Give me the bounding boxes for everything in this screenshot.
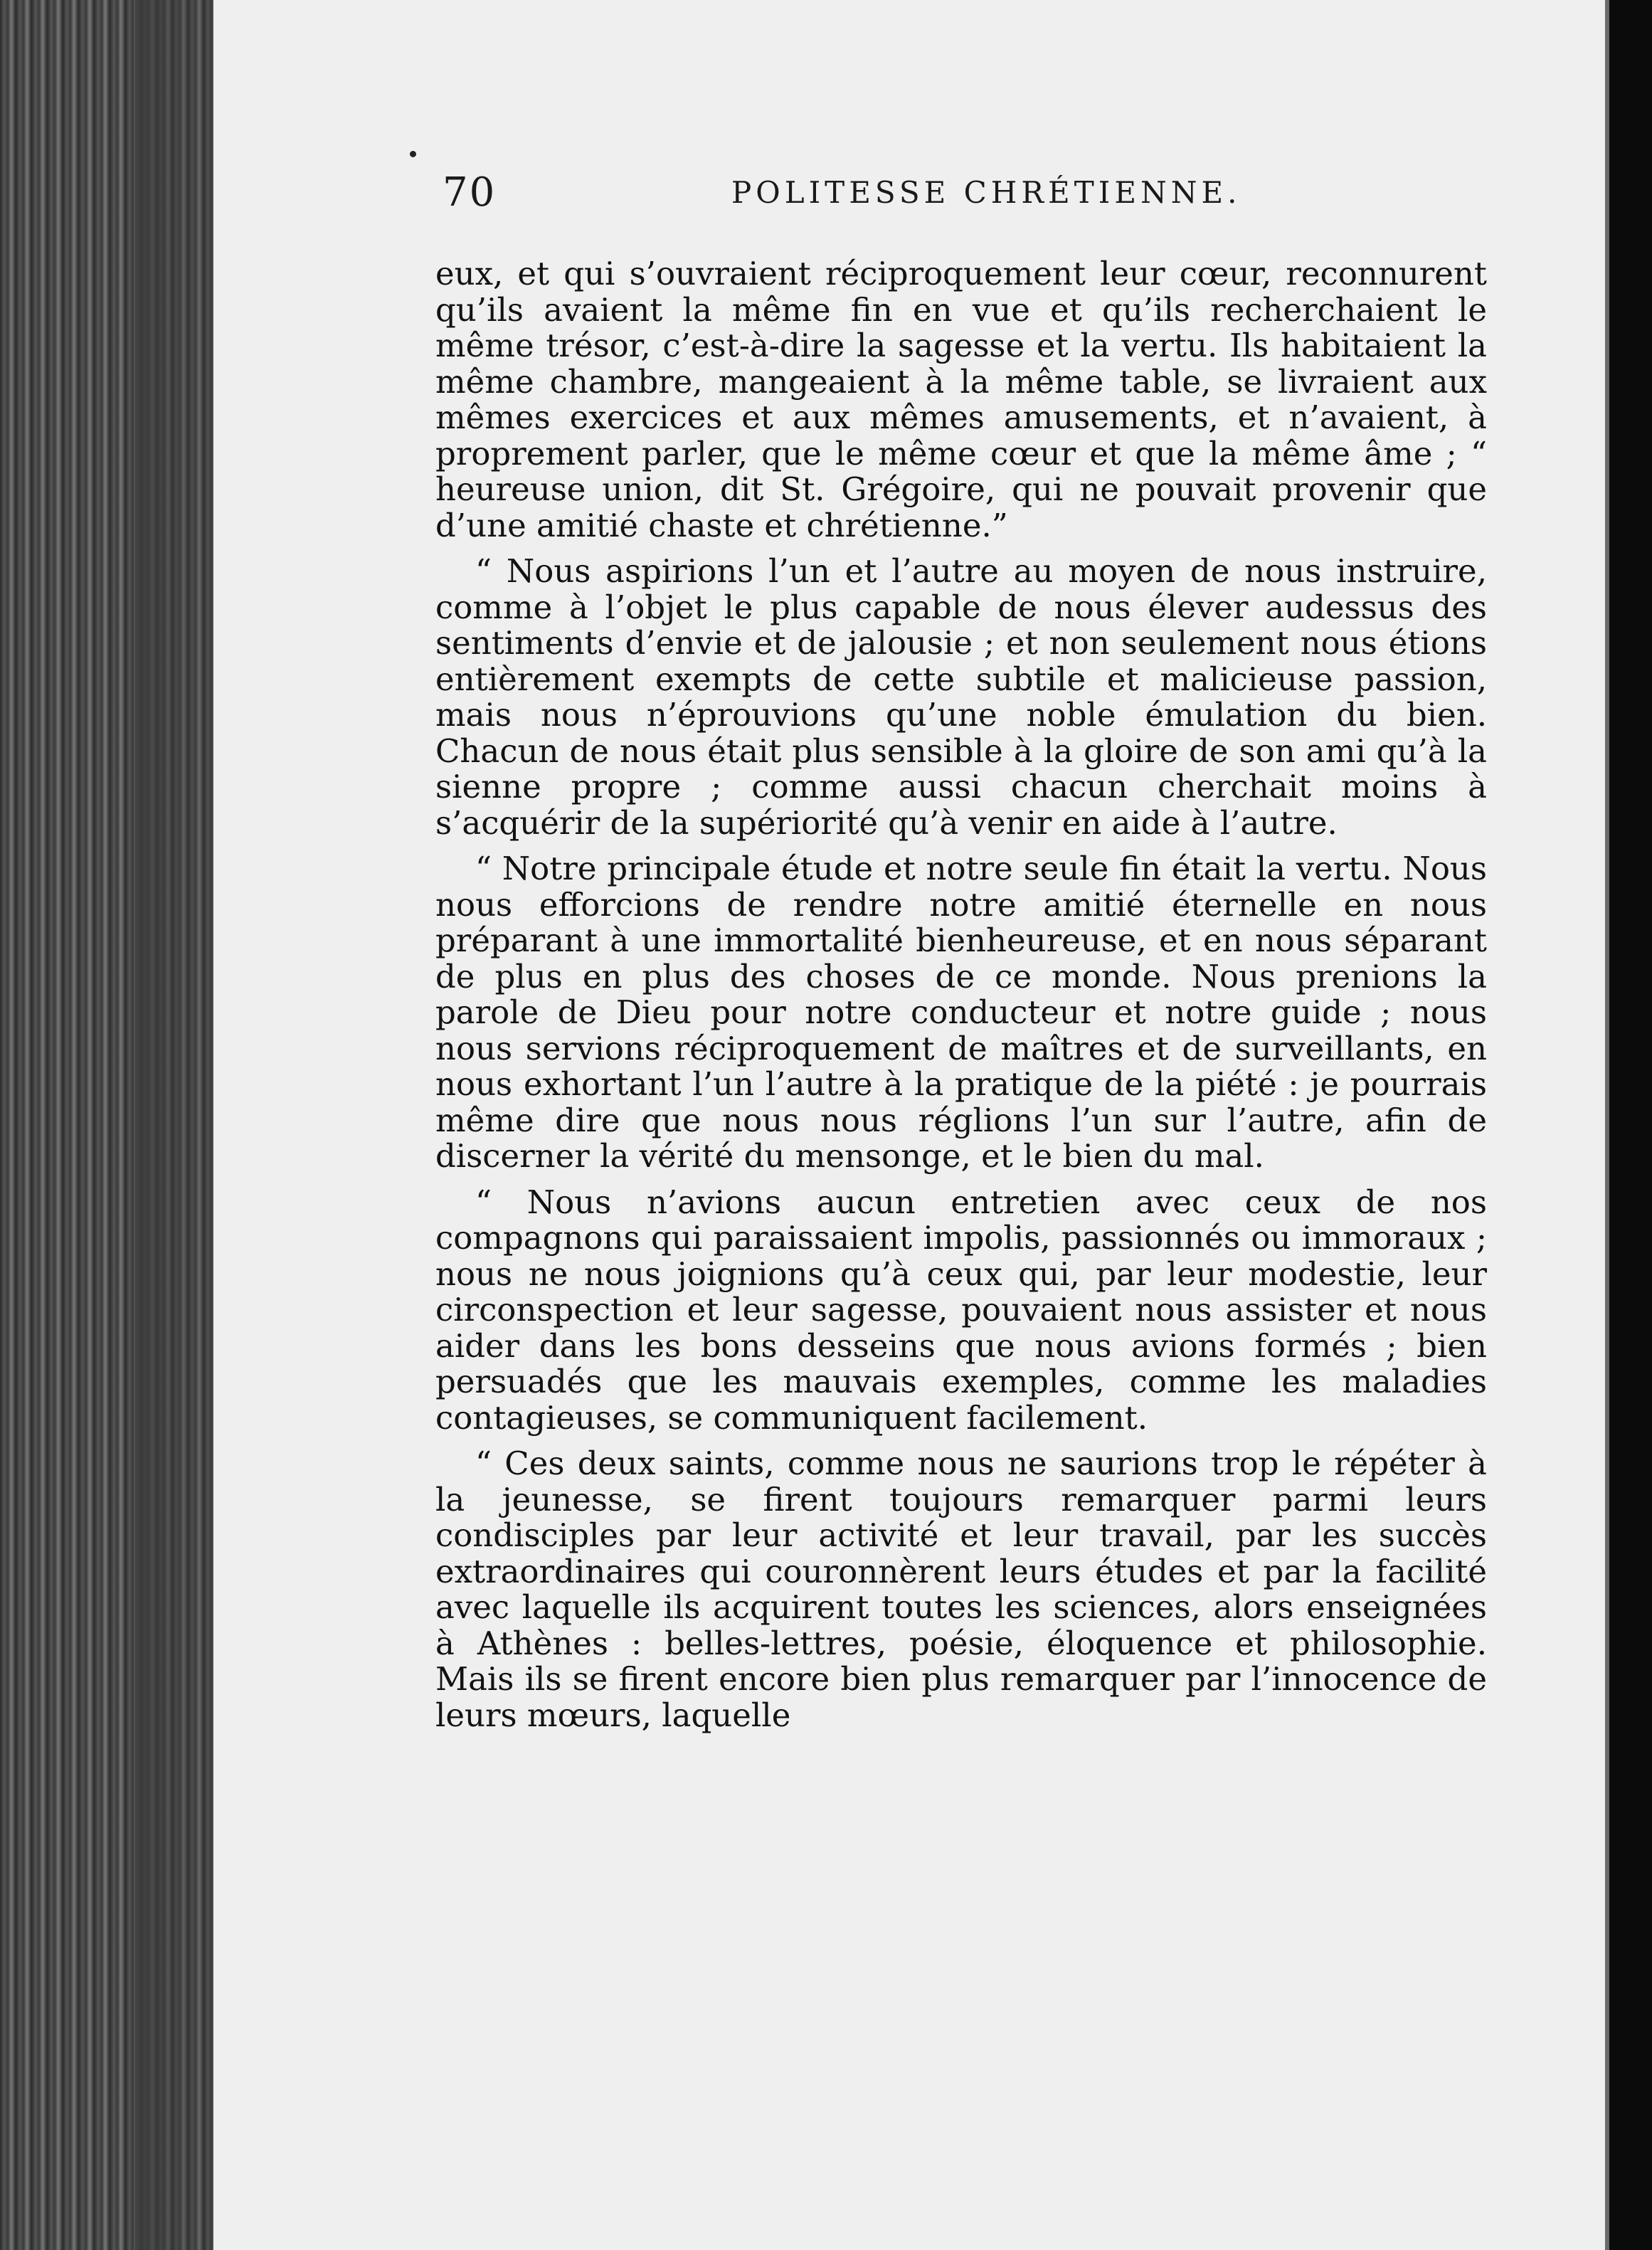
paragraph-5: “ Ces deux saints, comme nous ne saurions trop le répéter à la jeunesse, se firent toujours remarquer parmi leurs condisciples par leur activité et leur travail, par les succès extraordinaires qui couronnèrent leurs études et par la facilité avec laquelle ils acquirent toutes les sciences, alors enseignées à Athènes : belles-lettres, poésie, éloquence et philosophie. Mais ils se firent encore bien plus remarquer par l’innocence de leurs mœurs, laquelle <box>435 1444 1487 1734</box>
ink-speck <box>410 151 416 157</box>
paragraph-1: eux, et qui s’ouvraient réciproquement leur cœur, reconnurent qu’ils avaient la même fin en vue et qu’ils recherchaient le même trésor, c’est-à-dire la sagesse et la vertu. Ils habitaient la même chambre, mangeaient à la même table, se livraient aux mêmes exercices et aux mêmes amusements, et n’avaient, à proprement parler, que le même cœur et que la même âme ; “ heureuse union, dit St. Grégoire, qui ne pouvait provenir que d’une amitié chaste et chrétienne.” <box>435 255 1487 544</box>
running-title: POLITESSE CHRÉTIENNE. <box>731 175 1241 210</box>
paragraph-3: “ Notre principale étude et notre seule fin était la vertu. Nous nous efforcions de rendre notre amitié éternelle en nous préparant à une immortalité bienheureuse, et en nous séparant de plus en plus des choses de ce monde. Nous prenions la parole de Dieu pour notre conducteur et notre guide ; nous nous servions réciproquement de maîtres et de surveillants, en nous exhortant l’un l’autre à la pratique de la piété : je pourrais même dire que nous nous réglions l’un sur l’autre, afin de discerner la vérité du mensonge, et le bien du mal. <box>435 850 1487 1175</box>
spine-shadow <box>135 0 221 2250</box>
paragraph-4: “ Nous n’avions aucun entretien avec ceux de nos compagnons qui paraissaient impolis, passionnés ou immoraux ; nous ne nous joignions qu’à ceux qui, par leur modestie, leur circonspection et leur sagesse, pouvaient nous assister et nous aider dans les bons desseins que nous avions formés ; bien persuadés que les mauvais exemples, comme les maladies contagieuses, se communiquent facilement. <box>435 1183 1487 1437</box>
page-header <box>443 169 1481 226</box>
paragraph-2: “ Nous aspirions l’un et l’autre au moyen de nous instruire, comme à l’objet le plus capable de nous élever audessus des sentiments d’envie et de jalousie ; et non seulement nous étions entièrement exempts de cette subtile et malicieuse passion, mais nous n’éprouvions qu’une noble émulation du bien. Chacun de nous était plus sensible à la gloire de son ami qu’à la sienne propre ; comme aussi chacun cherchait moins à s’acquérir de la supériorité qu’à venir en aide à l’autre. <box>435 552 1487 842</box>
scan-right-margin <box>1609 0 1652 2250</box>
body-text <box>435 256 1487 1743</box>
page-number: 70 <box>443 169 497 216</box>
